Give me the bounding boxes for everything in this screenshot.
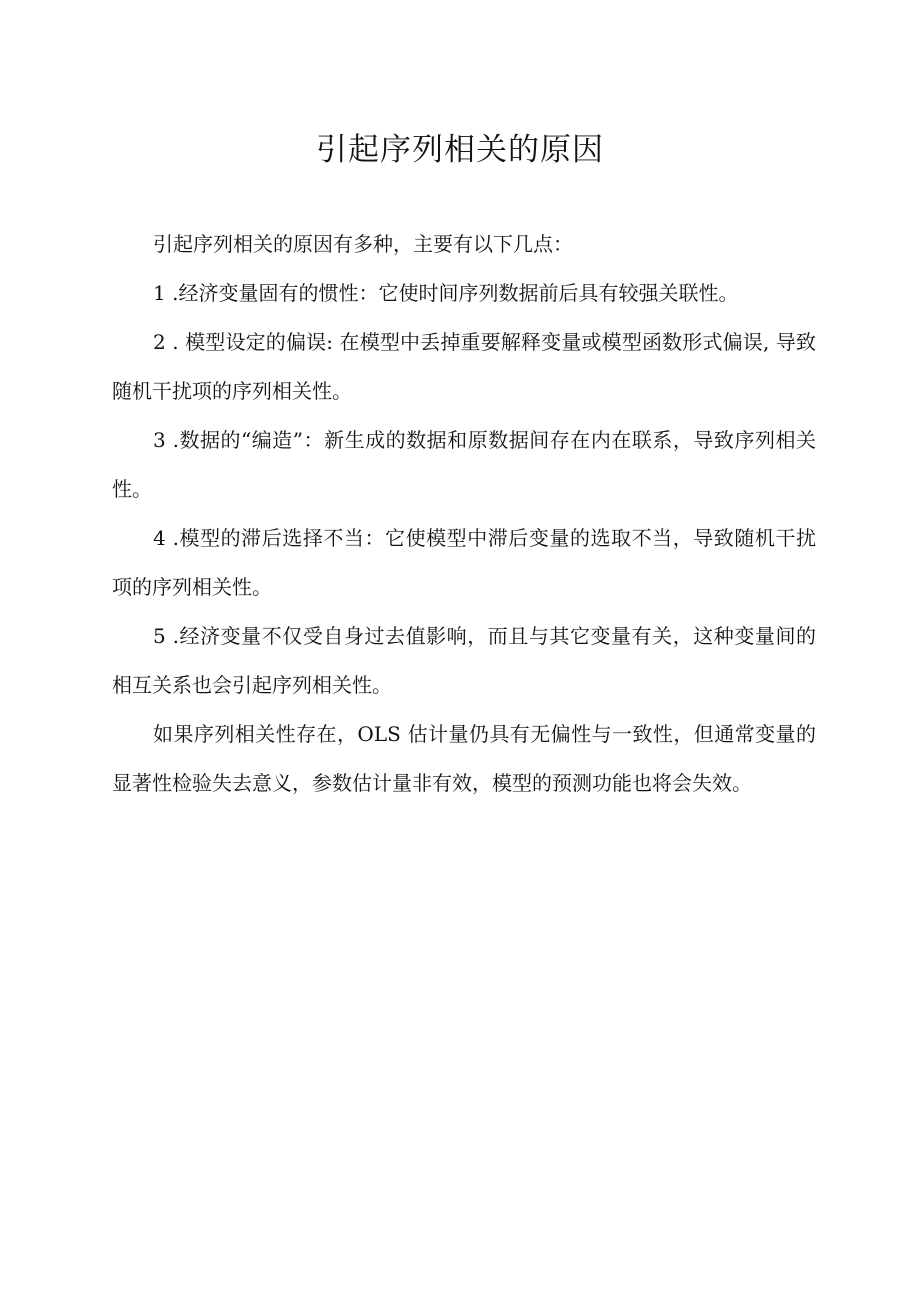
reason-3-paragraph: 3 .数据的“编造”：新生成的数据和原数据间存在内在联系，导致序列相关性。: [112, 428, 816, 501]
reason-4-paragraph: 4 .模型的滞后选择不当：它使模型中滞后变量的选取不当，导致随机干扰项的序列相关性。: [112, 526, 816, 599]
reason-1-paragraph: 1 .经济变量固有的惯性：它使时间序列数据前后具有较强关联性。: [153, 281, 739, 305]
reason-5-paragraph: 5 .经济变量不仅受自身过去值影响，而且与其它变量有关，这种变量间的相互关系也会引起序列相关性。: [112, 624, 816, 697]
reason-2-paragraph: 2 . 模型设定的偏误: 在模型中丢掉重要解释变量或模型函数形式偏误, 导致随机干扰项的序列相关性。: [112, 330, 816, 403]
intro-paragraph: 引起序列相关的原因有多种，主要有以下几点：: [153, 232, 573, 256]
document-title: 引起序列相关的原因: [316, 132, 604, 168]
document-body: [112, 220, 816, 808]
conclusion-paragraph: 如果序列相关性存在，OLS 估计量仍具有无偏性与一致性，但通常变量的显著性检验失去意义，参数估计量非有效，模型的预测功能也将会失效。: [112, 722, 816, 795]
